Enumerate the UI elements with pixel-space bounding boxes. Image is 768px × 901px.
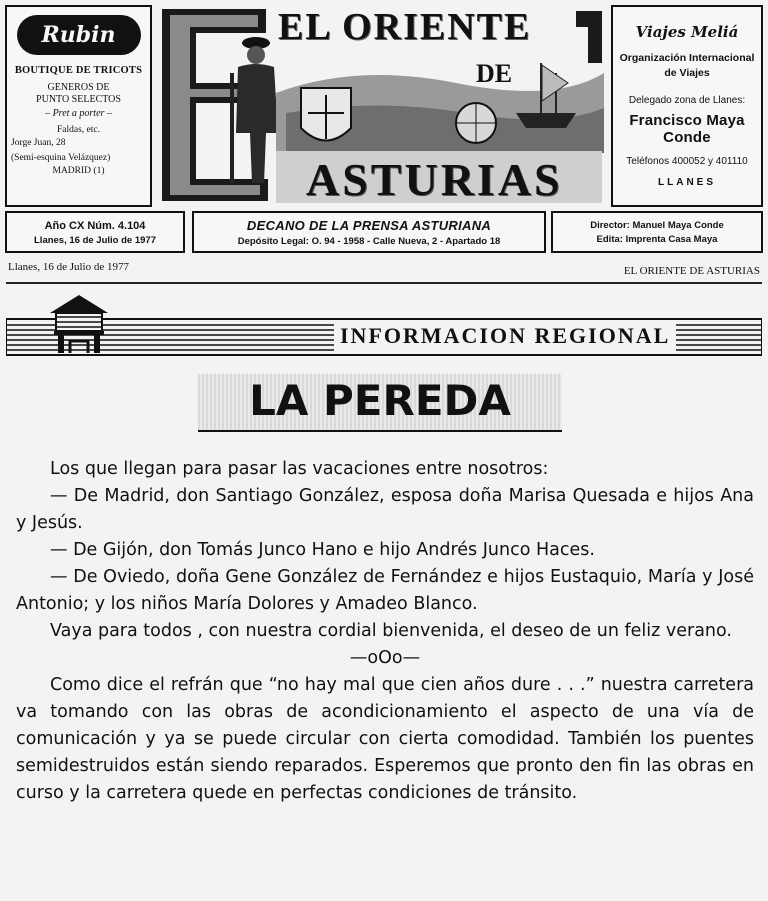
horreo-granary-icon [46,291,112,357]
section-title: INFORMACION REGIONAL [334,321,676,351]
masthead-title-top: EL ORIENTE [278,6,532,48]
article-separator: —oOo— [349,648,421,668]
motto: DECANO DE LA PRENSA ASTURIANA [246,218,492,233]
masthead-title-bottom: ASTURIAS [306,154,563,205]
ad-melia-org1: Organización Internacional [619,52,755,64]
printer: Edita: Imprenta Casa Maya [596,234,718,245]
ad-rubin [5,5,152,207]
article-headline: LA PEREDA [249,376,511,425]
article-paragraph-3: — De Gijón, don Tomás Junco Hano e hijo Andrés Junco Haces. [50,540,595,560]
ad-rubin-line2b: PUNTO SELECTOS [36,94,121,105]
ad-melia-town: LLANES [658,177,716,188]
article-paragraph-5: Vaya para todos , con nuestra cordial bienvenida, el deseo de un feliz verano. [50,621,732,641]
section-banner [6,317,762,357]
issue-date: Llanes, 16 de Julio de 1977 [34,235,156,246]
ad-rubin-city: MADRID (1) [52,166,105,176]
article-paragraph-4: — De Oviedo, doña Gene González de Fernández e hijos Eustaquio, María y José Antonio; y los niños María Dolores y Amadeo Blanco. [16,567,754,614]
ad-rubin-line4: Faldas, etc. [56,125,100,135]
info-director-box [551,211,763,253]
ad-melia-phones: Teléfonos 400052 y 401110 [626,156,748,167]
rubin-logo: Rubin [17,15,141,55]
running-header-paper: EL ORIENTE DE ASTURIAS [623,265,760,277]
ad-rubin-address1: Jorge Juan, 28 [11,138,66,148]
ad-rubin-address2: (Semi-esquina Velázquez) [11,153,111,163]
ad-melia-org2: de Viajes [664,67,710,79]
ad-melia-name: Viajes Meliá [635,23,739,41]
info-motto-box [192,211,546,253]
article-paragraph-2: — De Madrid, don Santiago González, esposa doña Marisa Quesada e hijos Ana y Jesús. [16,486,754,533]
ad-rubin-line3: – Pret a porter – [45,108,112,119]
ad-melia-delegate: Delegado zona de Llanes: [628,95,746,106]
director: Director: Manuel Maya Conde [590,220,724,231]
article-body [16,456,754,807]
running-header-date: Llanes, 16 de Julio de 1977 [8,261,129,273]
masthead-title-mid: DE [476,59,513,88]
ad-melia-person: Francisco Maya Conde [629,112,745,146]
ad-rubin-line2a: GENEROS DE [47,82,110,93]
ad-rubin-line1: BOUTIQUE DE TRICOTS [14,65,143,76]
issue-number: Año CX Núm. 4.104 [44,220,146,232]
legal-deposit: Depósito Legal: O. 94 - 1958 - Calle Nueva, 2 - Apartado 18 [237,236,501,247]
header-rule [6,282,762,284]
article-paragraph-1: Los que llegan para pasar las vacaciones entre nosotros: [50,459,549,479]
masthead [156,3,604,207]
ad-viajes-melia [611,5,763,207]
article-paragraph-6: Como dice el refrán que “no hay mal que cien años dure . . .” nuestra carretera va tomando con las obras de acondicionamiento el aspecto de una vía de comunicación y ya se puede circular con cierta comodidad. También los puentes semidestruidos están siendo reparados. Esperemos que pronto den fin las obras en curso y la carretera quede en perfectas condiciones de tránsito. [16,675,754,803]
info-issue-box [5,211,185,253]
headline-box [198,374,562,432]
